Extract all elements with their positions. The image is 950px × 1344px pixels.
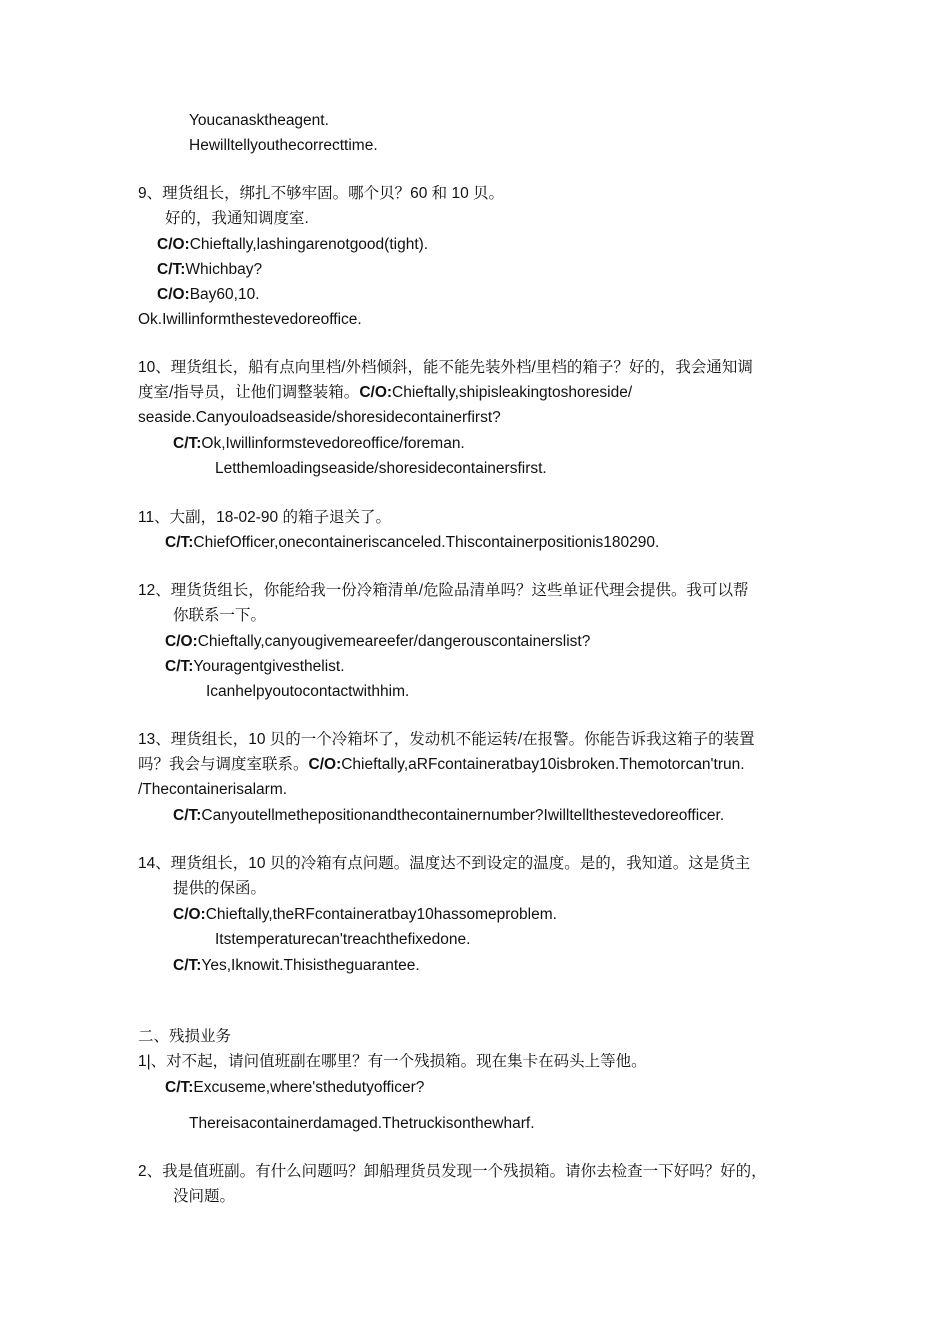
damage-question-1-chinese: 1|、对不起，请问值班副在哪里？有一个残损箱。现在集卡在码头上等他。	[138, 1053, 647, 1070]
dialogue-text: Chieftally,lashingarenotgood(tight).	[189, 236, 429, 253]
dialogue-text: Chieftally,aRFcontaineratbay10isbroken.Themotorcan'trun.	[341, 756, 745, 773]
dialogue-text: Chieftally,shipisleakingtoshoreside/	[392, 384, 633, 401]
dialogue-line	[165, 1078, 424, 1098]
speaker-label: C/T:	[157, 261, 186, 278]
dialogue-line	[157, 260, 262, 280]
speaker-label: C/O:	[165, 633, 198, 650]
question-12-chinese: 12、理货货组长，你能给我一份冷箱清单/危险品清单吗？这些单证代理会提供。我可以帮	[138, 582, 749, 599]
dialogue-text: Ok,Iwillinformstevedoreoffice/foreman.	[201, 435, 465, 452]
dialogue-text: Ok.Iwillinformthestevedoreoffice.	[138, 311, 362, 328]
section-heading: 二、残损业务	[138, 1028, 232, 1045]
speaker-label: C/O:	[173, 906, 206, 923]
speaker-label: C/T:	[165, 658, 194, 675]
dialogue-text: Chieftally,theRFcontaineratbay10hassomeproblem.	[205, 906, 557, 923]
speaker-label: C/O:	[157, 286, 190, 303]
dialogue-line	[173, 956, 420, 976]
dialogue-text: Youragentgivesthelist.	[193, 658, 345, 675]
question-13-chinese-cont: 吗？我会与调度室联系。	[138, 756, 309, 773]
speaker-label: C/T:	[173, 957, 202, 974]
speaker-label: C/O:	[359, 384, 393, 401]
answer-line: Youcanasktheagent.	[189, 112, 329, 129]
speaker-label: C/O:	[308, 756, 342, 773]
dialogue-line	[165, 657, 345, 677]
question-9-chinese-cont: 好的，我通知调度室.	[165, 210, 309, 227]
dialogue-line	[165, 533, 659, 553]
dialogue-line	[138, 755, 745, 775]
answer-line: Hewilltellyouthecorrecttime.	[189, 137, 378, 154]
question-10-chinese-cont: 度室/指导员，让他们调整装箱。	[138, 384, 360, 401]
question-10-chinese: 10、理货组长，船有点向里档/外档倾斜，能不能先装外档/里档的箱子？好的，我会通知调	[138, 359, 753, 376]
dialogue-text: ChiefOfficer,onecontaineriscanceled.Thiscontainerpositionis180290.	[193, 534, 660, 551]
dialogue-text: seaside.Canyouloadseaside/shoresidecontainerfirst?	[138, 409, 501, 426]
question-14-chinese: 14、理货组长，10 贝的冷箱有点问题。温度达不到设定的温度。是的，我知道。这是货主	[138, 855, 751, 872]
speaker-label: C/T:	[165, 1079, 194, 1096]
dialogue-line	[165, 632, 590, 652]
dialogue-text: Letthemloadingseaside/shoresidecontainersfirst.	[215, 460, 547, 477]
speaker-label: C/T:	[173, 807, 202, 824]
dialogue-text: Canyoutellmethepositionandthecontainernumber?Iwilltellthestevedoreofficer.	[201, 807, 725, 824]
question-9-chinese: 9、理货组长，绑扎不够牢固。哪个贝？60 和 10 贝。	[138, 185, 505, 202]
damage-question-2-chinese: 2、我是值班副。有什么问题吗？卸船理货员发现一个残损箱。请你去检查一下好吗？好的，	[138, 1163, 767, 1180]
dialogue-text: Itstemperaturecan'treachthefixedone.	[215, 931, 471, 948]
question-12-chinese-cont: 你联系一下。	[173, 607, 267, 624]
dialogue-line	[173, 434, 465, 454]
dialogue-line	[157, 285, 260, 305]
question-13-chinese: 13、理货组长，10 贝的一个冷箱坏了，发动机不能运转/在报警。你能告诉我这箱子的装置	[138, 731, 755, 748]
damage-question-2-chinese-cont: 没问题。	[173, 1188, 236, 1205]
question-14-chinese-cont: 提供的保函。	[173, 880, 267, 897]
dialogue-text: Whichbay?	[185, 261, 263, 278]
speaker-label: C/T:	[173, 435, 202, 452]
dialogue-text: Chieftally,canyougivemeareefer/dangerouscontainerslist?	[197, 633, 591, 650]
dialogue-line	[173, 905, 557, 925]
speaker-label: C/O:	[157, 236, 190, 253]
dialogue-text: Bay60,10.	[189, 286, 260, 303]
dialogue-line	[157, 235, 428, 255]
dialogue-text: Thereisacontainerdamaged.Thetruckisonthewharf.	[189, 1115, 535, 1132]
dialogue-line	[138, 383, 632, 403]
dialogue-text: Excuseme,where'sthedutyofficer?	[193, 1079, 425, 1096]
dialogue-text: Yes,Iknowit.Thisistheguarantee.	[201, 957, 420, 974]
dialogue-text: /Thecontainerisalarm.	[138, 781, 288, 798]
dialogue-line	[173, 806, 724, 826]
speaker-label: C/T:	[165, 534, 194, 551]
dialogue-text: Icanhelpyoutocontactwithhim.	[206, 683, 410, 700]
question-11-chinese: 11、大副，18-02-90 的箱子退关了。	[138, 509, 391, 526]
